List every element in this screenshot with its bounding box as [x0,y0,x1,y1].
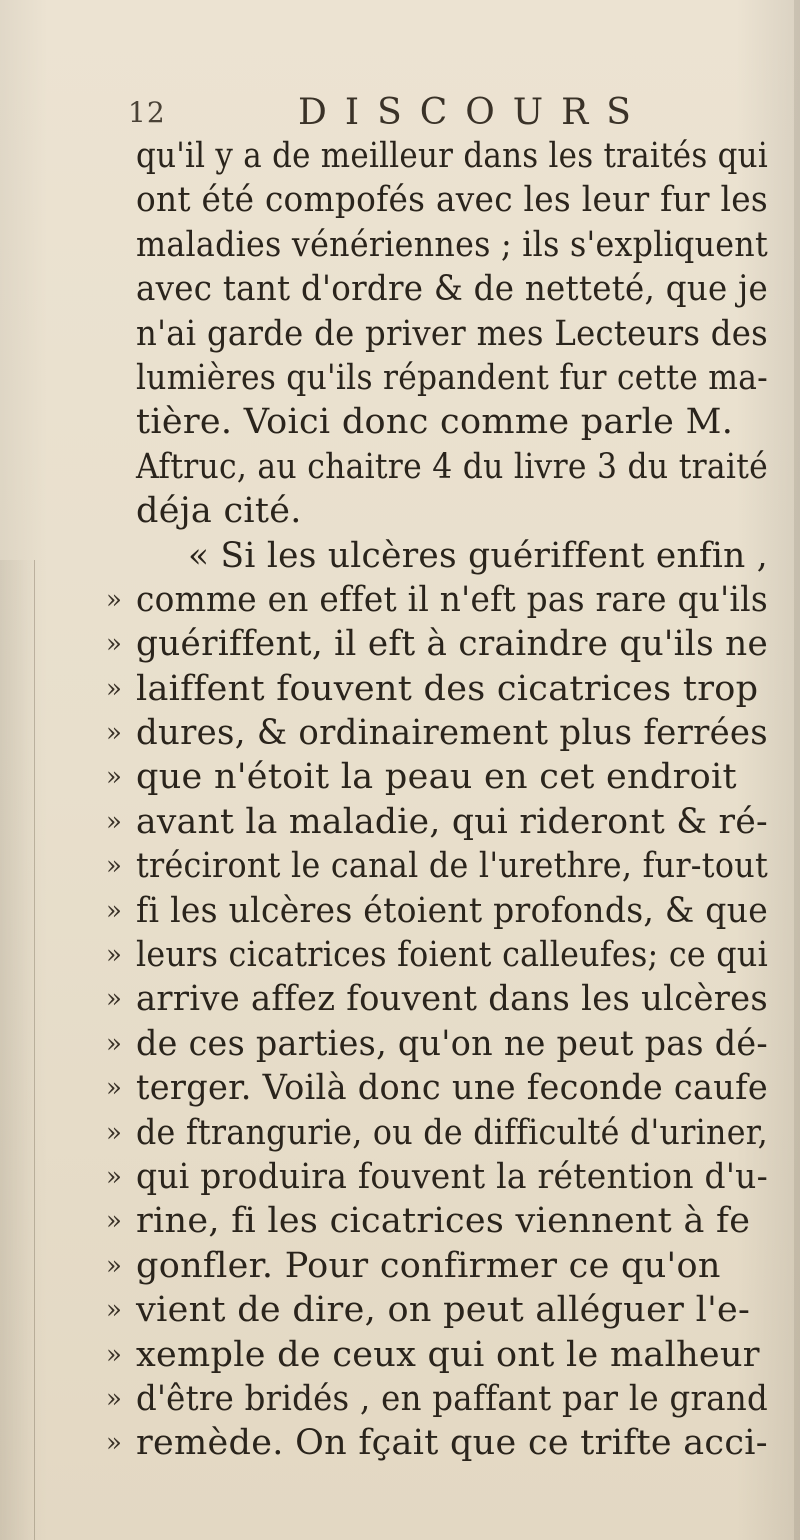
text-line [136,134,776,178]
text-line [106,889,776,933]
line-text: ont été compofés avec les leur fur les [136,180,768,221]
text-line [106,1022,776,1066]
text-line [106,1333,776,1377]
line-text: qu'il y a de meilleur dans les traités qui [136,136,768,176]
quote-marker: » [106,629,123,660]
quote-marker: » [106,1161,123,1192]
text-line [106,1244,776,1288]
line-text: leurs cicatrices foient calleufes; ce qui [136,935,768,976]
line-text: vient de dire, on peut alléguer l'e- [136,1290,751,1331]
line-text: fi les ulcères étoient profonds, & que [136,890,768,931]
line-text: « Si les ulcères guériffent enfin , [188,535,768,576]
quote-marker: » [106,940,123,971]
quote-marker: » [106,718,123,749]
page-shadow [794,0,800,1540]
quote-marker: » [106,673,123,704]
text-line [106,711,776,755]
quote-marker: » [106,1339,123,1370]
line-text: lumières qu'ils répandent fur cette ma- [136,357,768,398]
quote-marker: » [106,762,123,793]
text-line [136,489,776,533]
text-line [106,800,776,844]
line-text: de ces parties, qu'on ne peut pas dé- [136,1023,768,1064]
quote-marker: » [106,584,123,615]
text-line [136,445,776,489]
body-text [106,134,776,1466]
line-text: dures, & ordinairement plus ferrées [136,713,768,754]
running-head: DISCOURS [298,92,649,133]
quote-marker: » [106,1295,123,1326]
text-line [106,667,776,711]
text-line [106,1066,776,1110]
line-text: maladies vénériennes ; ils s'expliquent [136,224,768,265]
text-line [106,933,776,977]
quote-marker: » [106,1206,123,1237]
line-text: rine, fi les cicatrices viennent à fe [136,1201,751,1242]
line-text: gonfler. Pour confirmer ce qu'on [136,1245,721,1286]
text-line [136,312,776,356]
quote-marker: » [106,1028,123,1059]
quote-marker: » [106,1428,123,1459]
line-text: xemple de ceux qui ont le malheur [136,1334,760,1375]
line-text: laiffent fouvent des cicatrices trop [136,668,759,709]
text-line [106,1111,776,1155]
quote-marker: » [106,984,123,1015]
line-text: tière. Voici donc comme parle M. [136,402,734,443]
line-text: que n'étoit la peau en cet endroit [136,757,737,798]
quote-marker: » [106,1250,123,1281]
text-line [136,356,776,400]
quote-marker: » [106,851,123,882]
text-line [136,178,776,222]
line-text: n'ai garde de priver mes Lecteurs des [136,313,768,354]
text-line [136,223,776,267]
text-line [106,1288,776,1332]
line-text: de ftrangurie, ou de difficulté d'uriner, [136,1112,768,1153]
text-line [106,1155,776,1199]
line-text: terger. Voilà donc une feconde caufe [136,1068,768,1109]
line-text: Aftruc, au chaitre 4 du livre 3 du traité [136,446,768,487]
text-line [106,755,776,799]
line-text: remède. On fçait que ce trifte acci- [136,1423,768,1464]
text-line [106,1199,776,1243]
line-text: comme en effet il n'eft pas rare qu'ils [136,579,768,620]
text-line [136,267,776,311]
line-text: avec tant d'ordre & de netteté, que je [136,269,768,310]
text-line [106,578,776,622]
text-line [106,1377,776,1421]
text-line [106,1421,776,1465]
line-text: qui produira fouvent la rétention d'u- [136,1156,768,1197]
line-text: avant la maladie, qui rideront & ré- [136,801,768,842]
facing-page-edge [0,560,35,1540]
quote-marker: » [106,1117,123,1148]
page-number: 12 [128,96,166,129]
quote-marker: » [106,806,123,837]
line-text: arrive affez fouvent dans les ulcères [136,979,768,1020]
text-line [106,977,776,1021]
text-line [136,534,776,578]
text-line [136,400,776,444]
quote-marker: » [106,1383,123,1414]
page-header [128,92,728,136]
line-text: d'être bridés , en paffant par le grand [136,1378,768,1419]
text-line [106,844,776,888]
line-text: tréciront le canal de l'urethre, fur-tout [136,846,768,887]
text-line [106,622,776,666]
quote-marker: » [106,1073,123,1104]
line-text: déja cité. [136,491,302,532]
quote-marker: » [106,895,123,926]
line-text: guériffent, il eft à craindre qu'ils ne [136,624,768,665]
